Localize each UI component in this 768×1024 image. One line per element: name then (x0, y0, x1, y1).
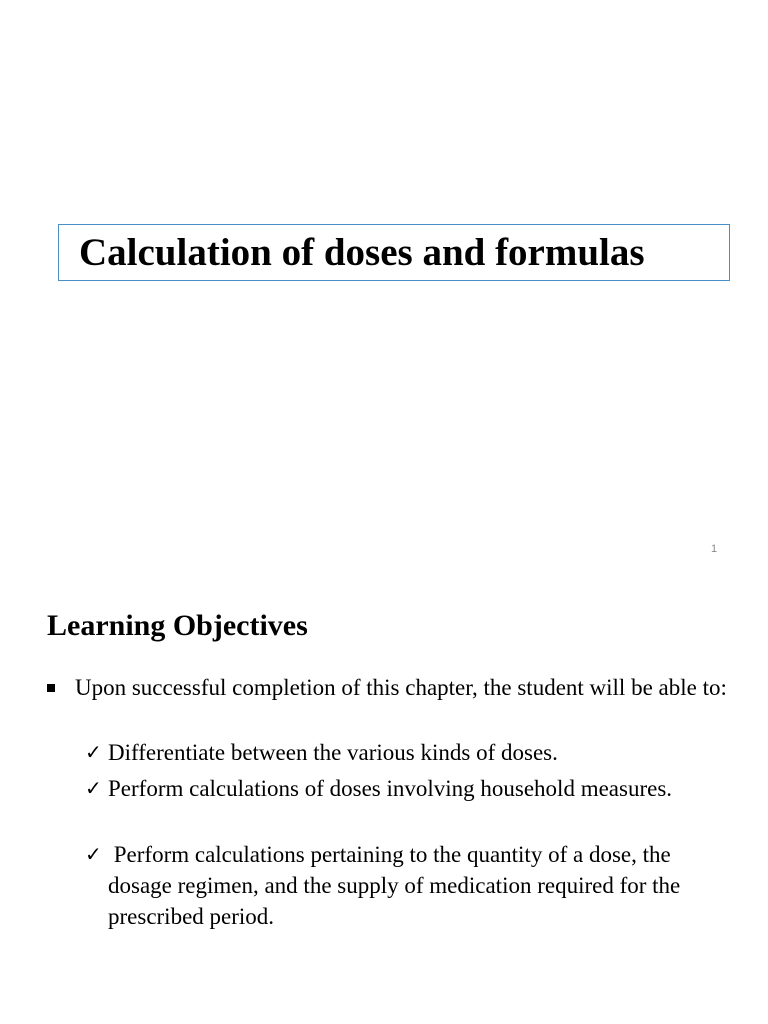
objective-text: Differentiate between the various kinds of doses. (108, 740, 558, 765)
intro-text: Upon successful completion of this chapter, the student will be able to: (75, 675, 727, 700)
slide-2 (0, 576, 768, 1024)
learning-objectives-heading: Learning Objectives (47, 609, 308, 642)
objective-text: Perform calculations pertaining to the quantity of a dose, the dosage regimen, and the supply of medication required for the prescribed period. (108, 842, 687, 929)
square-bullet-icon (47, 684, 55, 692)
title-box (58, 224, 730, 281)
objective-item (85, 773, 725, 804)
objective-text: Perform calculations of doses involving household measures. (108, 776, 673, 801)
checkmark-icon: ✓ (85, 740, 102, 764)
slide-title: Calculation of doses and formulas (79, 231, 645, 274)
slide-number: 1 (711, 543, 718, 555)
intro-bullet (47, 672, 737, 703)
checkmark-icon: ✓ (85, 842, 102, 866)
objective-item (85, 737, 725, 768)
objective-item (85, 839, 725, 932)
checkmark-icon: ✓ (85, 776, 102, 800)
